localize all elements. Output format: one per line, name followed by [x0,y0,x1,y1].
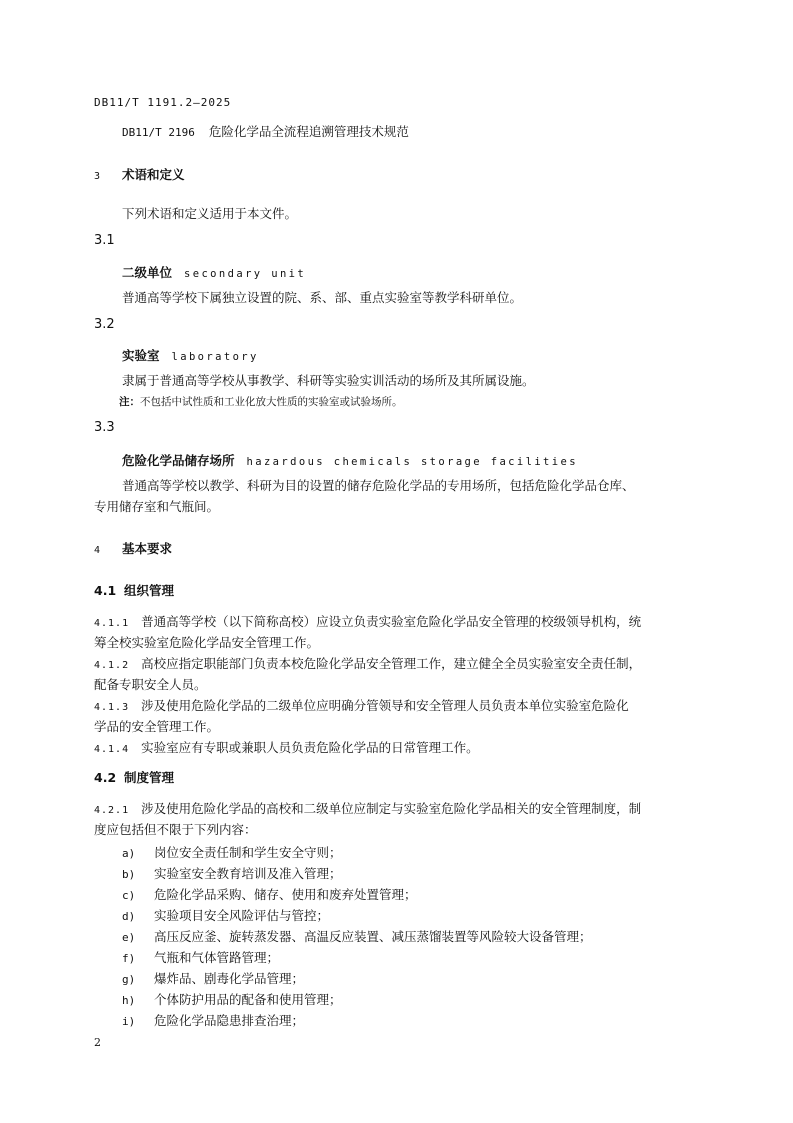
clause-text: 涉及使用危险化学品的高校和二级单位应制定与实验室危险化学品相关的安全管理制度，制 [141,801,642,816]
clause-text: 实验室应有专职或兼职人员负责危险化学品的日常管理工作。 [141,740,479,755]
list-text: 气瓶和气体管路管理； [154,950,280,965]
clause-text: 高校应指定职能部门负责本校危险化学品安全管理工作，建立健全全员实验室安全责任制， [141,656,642,671]
list-text: 爆炸品、剧毒化学品管理； [154,971,305,986]
term-definition: 隶属于普通高等学校从事教学、科研等实验实训活动的场所及其所属设施。 [122,373,535,388]
list-text: 危险化学品隐患排查治理； [154,1013,305,1028]
term-definition: 普通高等学校下属独立设置的院、系、部、重点实验室等教学科研单位。 [122,290,523,305]
list-item [122,969,304,987]
subsection-title: 制度管理 [124,770,175,785]
subsection-number: 4.2 [94,770,117,785]
subsection-heading [94,768,174,786]
clause-line: 筹全校实验室危险化学品安全管理工作。 [94,635,320,650]
list-marker: h) [122,994,136,1007]
list-text: 高压反应釜、旋转蒸发器、高温反应装置、减压蒸馏装置等风险较大设备管理； [154,929,592,944]
term-entry [122,263,306,281]
list-item [122,948,279,966]
list-item [122,1011,304,1029]
section-title: 术语和定义 [122,167,185,182]
note-label: 注： [119,396,140,408]
list-item [122,927,592,945]
page-number: 2 [94,1036,101,1049]
list-marker: a) [122,847,136,860]
subsection-number: 4.1 [94,583,117,598]
clause-line: 学品的安全管理工作。 [94,719,220,734]
section-3-intro: 下列术语和定义适用于本文件。 [122,206,298,221]
section-4-heading [94,539,172,557]
term-zh: 实验室 [122,348,160,363]
clause-number: 4.1.3 [94,702,130,713]
clause-text: 涉及使用危险化学品的二级单位应明确分管领导和安全管理人员负责本单位实验室危险化 [141,698,629,713]
clause-line: 配备专职安全人员。 [94,677,207,692]
clause-number: 4.1.2 [94,660,130,671]
term-entry [122,451,578,469]
list-text: 个体防护用品的配备和使用管理； [154,992,342,1007]
clause-text: 普通高等学校（以下简称高校）应设立负责实验室危险化学品安全管理的校级领导机构，统 [141,614,642,629]
list-item [122,843,342,861]
clause-line [94,611,641,634]
clause-line [94,737,479,760]
term-en: laboratory [171,351,259,363]
list-item [122,990,342,1008]
reference-code: DB11/T 2196 [122,126,195,139]
clause-number: 4.1.4 [94,744,130,755]
list-item [122,885,417,903]
section-number: 4 [94,545,101,556]
list-marker: c) [122,889,136,902]
subsection-title: 组织管理 [124,583,175,598]
clause-line [94,798,641,821]
section-3-heading [94,165,185,183]
section-number: 3 [94,171,101,182]
list-marker: d) [122,910,136,923]
list-marker: e) [122,931,136,944]
term-zh: 危险化学品储存场所 [122,453,235,468]
clause-line [94,653,641,676]
term-zh: 二级单位 [122,265,173,280]
reference-title: 危险化学品全流程追溯管理技术规范 [208,124,409,139]
list-marker: g) [122,973,136,986]
clause-line [94,695,629,718]
section-title: 基本要求 [122,541,173,556]
clause-number: 4.1.1 [94,618,130,629]
term-number: 3.1 [94,233,115,248]
list-item [122,906,329,924]
list-marker: f) [122,952,136,965]
list-item [122,864,342,882]
document-code: DB11/T 1191.2—2025 [94,96,232,109]
list-text: 岗位安全责任制和学生安全守则； [154,845,342,860]
subsection-heading [94,581,174,599]
list-text: 实验室安全教育培训及准入管理； [154,866,342,881]
list-marker: i) [122,1015,136,1028]
list-text: 实验项目安全风险评估与管控； [154,908,330,923]
list-text: 危险化学品采购、储存、使用和废弃处置管理； [154,887,417,902]
clause-line: 度应包括但不限于下列内容： [94,822,257,837]
term-en: secondary unit [184,268,307,280]
list-marker: b) [122,868,136,881]
note-text: 不包括中试性质和工业化放大性质的实验室或试验场所。 [140,396,403,408]
reference-entry [122,122,409,140]
term-number: 3.2 [94,317,115,332]
term-number: 3.3 [94,420,115,435]
term-note [119,394,403,409]
clause-number: 4.2.1 [94,805,130,816]
term-definition-line: 专用储存室和气瓶间。 [94,499,220,514]
term-definition-line: 普通高等学校以教学、科研为目的设置的储存危险化学品的专用场所，包括危险化学品仓库、 [122,478,635,493]
term-en: hazardous chemicals storage facilities [246,456,578,468]
term-entry [122,346,259,364]
